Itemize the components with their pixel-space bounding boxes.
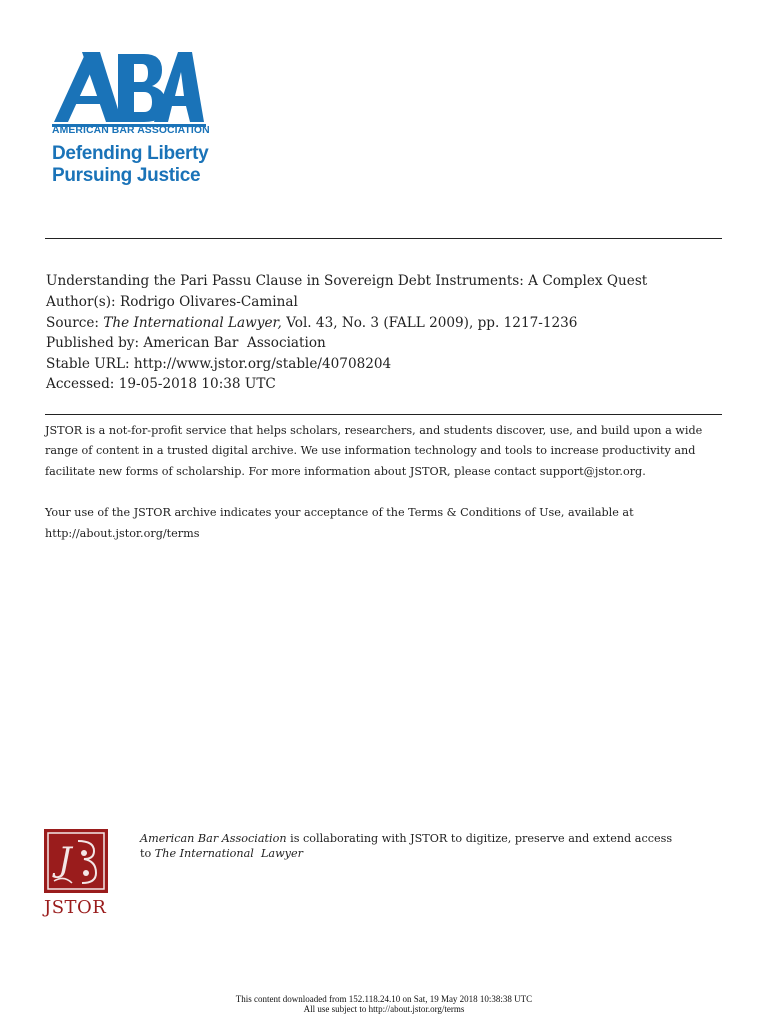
middle-divider [45,414,722,415]
jstor-wordmark: JSTOR [44,897,107,918]
aba-tagline-2: Pursuing Justice [52,165,201,186]
aba-tagline-1: Defending Liberty [52,143,209,164]
collab-to: to [140,847,152,860]
accessed-line [46,374,276,395]
notice-line-1: JSTOR is a not-for-profit service that helps scholars, researchers, and students discover, use, and build upon a wide [45,424,703,437]
accessed-label: Accessed: [46,376,115,392]
publisher-label: Published by: [46,335,140,351]
stable-url-line [46,354,391,375]
source-details: Vol. 43, No. 3 (FALL 2009), pp. 1217-1236 [286,315,578,331]
article-title: Understanding the Pari Passu Clause in Sovereign Debt Instruments: A Complex Quest [46,273,648,289]
footer-download-line: This content downloaded from 152.118.24.10 on Sat, 19 May 2018 10:38:38 UTC [235,994,533,1004]
collab-line-2 [140,846,303,862]
collab-line-1 [140,831,672,847]
notice-line-3: facilitate new forms of scholarship. For more information about JSTOR, please contact support@jstor.org. [45,465,646,478]
top-divider [45,238,722,239]
notice-line-2: range of content in a trusted digital archive. We use information technology and tools to increase productivity and [45,444,696,457]
source-line [46,313,577,334]
stable-url-label: Stable URL: [46,356,130,372]
authors-value: Rodrigo Olivares-Caminal [119,294,298,310]
stable-url-link[interactable]: http://www.jstor.org/stable/40708204 [133,356,392,372]
publisher-value: American Bar Association [143,335,326,351]
aba-org-name: AMERICAN BAR ASSOCIATION [52,125,210,136]
terms-link[interactable]: http://about.jstor.org/terms [45,527,200,540]
svg-text:J: J [58,840,72,880]
journal-name: The International Lawyer, [103,315,282,331]
collab-org: American Bar Association [140,832,287,845]
footer-terms-line: All use subject to http://about.jstor.org/terms [303,1004,465,1014]
collab-text: is collaborating with JSTOR to digitize, preserve and extend access [290,832,673,845]
authors-label: Author(s): [46,294,116,310]
jstor-logo [44,829,108,893]
publisher-line [46,333,326,354]
collab-journal: The International Lawyer [154,847,303,860]
terms-line-1: Your use of the JSTOR archive indicates your acceptance of the Terms & Conditions of Use, available at [45,506,634,519]
authors-line [46,292,298,313]
accessed-value: 19-05-2018 10:38 UTC [118,376,276,392]
source-label: Source: [46,315,99,331]
